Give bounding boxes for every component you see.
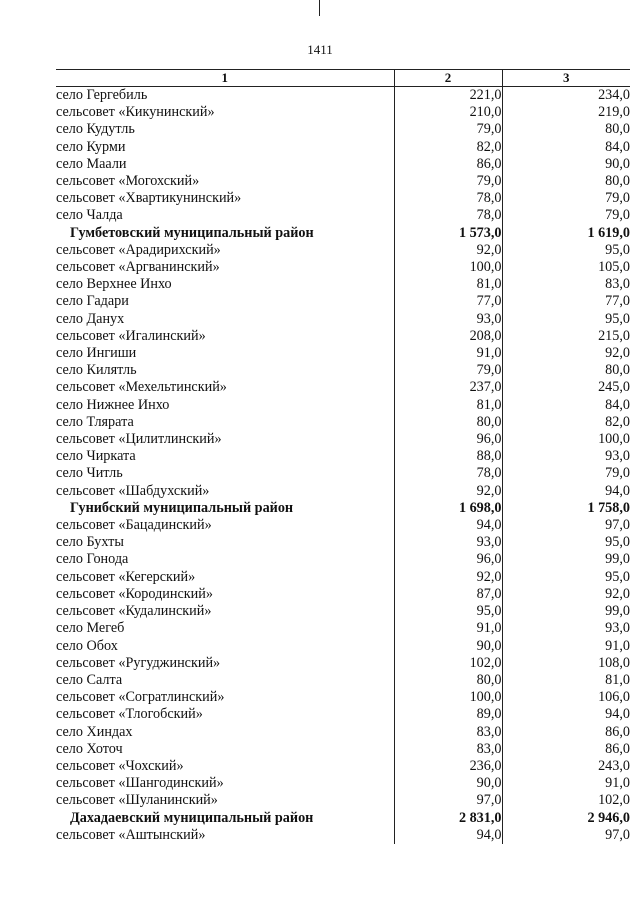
table-row xyxy=(56,379,630,396)
table-row xyxy=(56,121,630,138)
row-value-col2: 208,0 xyxy=(394,328,502,345)
row-name-cell: село Обох xyxy=(56,637,118,654)
table-row xyxy=(56,534,630,551)
row-name-cell: село Чирката xyxy=(56,448,136,465)
row-name-cell: сельсовет «Чохский» xyxy=(56,757,184,774)
row-value-col3: 79,0 xyxy=(502,207,630,224)
row-name-cell: село Верхнее Инхо xyxy=(56,276,172,293)
row-value-col3: 80,0 xyxy=(502,173,630,190)
row-name-cell: сельсовет «Хвартикунинский» xyxy=(56,190,242,207)
row-value-col3: 219,0 xyxy=(502,104,630,121)
row-value-col3: 81,0 xyxy=(502,672,630,689)
row-value-col2: 83,0 xyxy=(394,741,502,758)
row-name-cell: Гунибский муниципальный район xyxy=(70,499,294,516)
row-value-col2: 91,0 xyxy=(394,345,502,362)
district-row xyxy=(56,225,630,242)
row-value-col3: 100,0 xyxy=(502,431,630,448)
row-value-col3: 82,0 xyxy=(502,414,630,431)
row-value-col3: 92,0 xyxy=(502,345,630,362)
row-value-col2: 81,0 xyxy=(394,276,502,293)
table-row xyxy=(56,293,630,310)
row-value-col3: 2 946,0 xyxy=(502,810,630,827)
row-value-col3: 83,0 xyxy=(502,276,630,293)
row-value-col3: 99,0 xyxy=(502,603,630,620)
page-number: 1411 xyxy=(307,42,333,57)
row-value-col2: 80,0 xyxy=(394,414,502,431)
table-row xyxy=(56,173,630,190)
row-name-cell: сельсовет «Цилитлинский» xyxy=(56,431,222,448)
row-name-cell: село Килятль xyxy=(56,362,137,379)
row-value-col2: 90,0 xyxy=(394,775,502,792)
row-value-col2: 78,0 xyxy=(394,465,502,482)
row-value-col3: 86,0 xyxy=(502,724,630,741)
row-value-col3: 94,0 xyxy=(502,706,630,723)
table-row xyxy=(56,741,630,758)
row-value-col2: 210,0 xyxy=(394,104,502,121)
row-name-cell: сельсовет «Могохский» xyxy=(56,173,200,190)
table-row xyxy=(56,242,630,259)
header-col-1: 1 xyxy=(56,70,394,87)
row-value-col2: 236,0 xyxy=(394,758,502,775)
row-value-col3: 97,0 xyxy=(502,517,630,534)
row-name-cell: село Нижнее Инхо xyxy=(56,396,170,413)
row-name-cell: село Чалда xyxy=(56,207,123,224)
table-row xyxy=(56,104,630,121)
row-value-col3: 108,0 xyxy=(502,655,630,672)
row-value-col2: 1 698,0 xyxy=(394,500,502,517)
table-row xyxy=(56,517,630,534)
table-row xyxy=(56,397,630,414)
table-row xyxy=(56,276,630,293)
table-row xyxy=(56,311,630,328)
row-name-cell: сельсовет «Кегерский» xyxy=(56,568,196,585)
row-value-col3: 86,0 xyxy=(502,741,630,758)
row-value-col2: 102,0 xyxy=(394,655,502,672)
row-value-col3: 91,0 xyxy=(502,638,630,655)
row-value-col2: 92,0 xyxy=(394,242,502,259)
row-value-col3: 77,0 xyxy=(502,293,630,310)
row-name-cell: село Ингиши xyxy=(56,345,137,362)
row-value-col3: 94,0 xyxy=(502,483,630,500)
row-value-col2: 90,0 xyxy=(394,638,502,655)
row-value-col3: 93,0 xyxy=(502,448,630,465)
row-name-cell: село Салта xyxy=(56,671,123,688)
row-value-col3: 91,0 xyxy=(502,775,630,792)
row-value-col2: 86,0 xyxy=(394,156,502,173)
row-name-cell: сельсовет «Тлогобский» xyxy=(56,706,203,723)
table-row xyxy=(56,620,630,637)
district-row xyxy=(56,500,630,517)
row-value-col3: 234,0 xyxy=(502,87,630,105)
row-name-cell: сельсовет «Кудалинский» xyxy=(56,603,212,620)
row-value-col2: 93,0 xyxy=(394,311,502,328)
row-name-cell: сельсовет «Согратлинский» xyxy=(56,689,225,706)
district-row xyxy=(56,810,630,827)
row-value-col2: 83,0 xyxy=(394,724,502,741)
row-value-col2: 88,0 xyxy=(394,448,502,465)
row-value-col3: 245,0 xyxy=(502,379,630,396)
table-row xyxy=(56,638,630,655)
table-row xyxy=(56,706,630,723)
row-value-col2: 2 831,0 xyxy=(394,810,502,827)
row-name-cell: Гумбетовский муниципальный район xyxy=(70,224,314,241)
row-value-col3: 243,0 xyxy=(502,758,630,775)
table-row xyxy=(56,414,630,431)
row-value-col3: 84,0 xyxy=(502,139,630,156)
row-value-col2: 94,0 xyxy=(394,827,502,844)
row-name-cell: сельсовет «Арадирихский» xyxy=(56,241,221,258)
row-value-col3: 95,0 xyxy=(502,242,630,259)
row-value-col3: 105,0 xyxy=(502,259,630,276)
row-value-col2: 79,0 xyxy=(394,173,502,190)
table-row xyxy=(56,431,630,448)
row-value-col2: 97,0 xyxy=(394,792,502,809)
row-value-col2: 96,0 xyxy=(394,551,502,568)
row-value-col2: 100,0 xyxy=(394,689,502,706)
row-value-col2: 100,0 xyxy=(394,259,502,276)
row-value-col2: 89,0 xyxy=(394,706,502,723)
row-name-cell: сельсовет «Кикунинский» xyxy=(56,104,215,121)
table-row xyxy=(56,551,630,568)
row-value-col2: 79,0 xyxy=(394,362,502,379)
row-name-cell: сельсовет «Аргванинский» xyxy=(56,259,220,276)
row-name-cell: село Тлярата xyxy=(56,413,134,430)
row-value-col3: 1 758,0 xyxy=(502,500,630,517)
row-name-cell: сельсовет «Шуланинский» xyxy=(56,792,218,809)
header-col-2: 2 xyxy=(394,70,502,87)
row-value-col2: 82,0 xyxy=(394,139,502,156)
table-row xyxy=(56,345,630,362)
row-value-col2: 81,0 xyxy=(394,397,502,414)
table-row xyxy=(56,465,630,482)
table-row xyxy=(56,775,630,792)
row-name-cell: сельсовет «Игалинский» xyxy=(56,327,206,344)
row-value-col3: 79,0 xyxy=(502,190,630,207)
row-name-cell: сельсовет «Мехельтинский» xyxy=(56,379,227,396)
table-row xyxy=(56,586,630,603)
row-value-col2: 87,0 xyxy=(394,586,502,603)
row-value-col3: 80,0 xyxy=(502,362,630,379)
row-name-cell: село Хоточ xyxy=(56,740,123,757)
row-name-cell: село Читль xyxy=(56,465,123,482)
header-col-3: 3 xyxy=(502,70,630,87)
table-row xyxy=(56,190,630,207)
table-row xyxy=(56,689,630,706)
row-value-col3: 80,0 xyxy=(502,121,630,138)
table-row xyxy=(56,724,630,741)
table-row xyxy=(56,827,630,844)
table-row xyxy=(56,792,630,809)
row-value-col2: 80,0 xyxy=(394,672,502,689)
table-row xyxy=(56,156,630,173)
row-name-cell: село Гадари xyxy=(56,293,129,310)
row-name-cell: село Мегеб xyxy=(56,620,125,637)
table-row xyxy=(56,139,630,156)
row-value-col3: 95,0 xyxy=(502,311,630,328)
table-row xyxy=(56,362,630,379)
row-value-col2: 92,0 xyxy=(394,569,502,586)
table-row xyxy=(56,207,630,224)
row-value-col3: 79,0 xyxy=(502,465,630,482)
row-name-cell: сельсовет «Бацадинский» xyxy=(56,517,212,534)
row-value-col2: 1 573,0 xyxy=(394,225,502,242)
row-value-col3: 215,0 xyxy=(502,328,630,345)
row-name-cell: село Курми xyxy=(56,138,126,155)
table-row xyxy=(56,672,630,689)
table-row xyxy=(56,569,630,586)
table-row xyxy=(56,655,630,672)
row-value-col3: 95,0 xyxy=(502,534,630,551)
row-name-cell: село Маали xyxy=(56,155,127,172)
row-name-cell: село Гонода xyxy=(56,551,129,568)
row-name-cell: село Кудутль xyxy=(56,121,135,138)
table-row xyxy=(56,259,630,276)
row-value-col3: 102,0 xyxy=(502,792,630,809)
row-value-col3: 1 619,0 xyxy=(502,225,630,242)
row-name-cell: сельсовет «Шангодинский» xyxy=(56,775,224,792)
table-row xyxy=(56,483,630,500)
top-edge-mark xyxy=(319,0,320,16)
row-value-col2: 96,0 xyxy=(394,431,502,448)
row-value-col2: 221,0 xyxy=(394,87,502,105)
table-row xyxy=(56,328,630,345)
row-name-cell: сельсовет «Кородинский» xyxy=(56,585,213,602)
row-value-col2: 92,0 xyxy=(394,483,502,500)
row-name-cell: сельсовет «Аштынский» xyxy=(56,826,206,843)
row-value-col3: 93,0 xyxy=(502,620,630,637)
row-value-col2: 79,0 xyxy=(394,121,502,138)
table-row xyxy=(56,758,630,775)
row-value-col2: 237,0 xyxy=(394,379,502,396)
row-value-col2: 93,0 xyxy=(394,534,502,551)
row-name-cell: село Бухты xyxy=(56,534,124,551)
table-row xyxy=(56,87,630,105)
row-value-col2: 91,0 xyxy=(394,620,502,637)
row-name-cell: Дахадаевский муниципальный район xyxy=(70,809,314,826)
row-name-cell: сельсовет «Ругуджинский» xyxy=(56,654,221,671)
row-value-col3: 90,0 xyxy=(502,156,630,173)
row-name-cell: село Хиндах xyxy=(56,723,133,740)
row-value-col3: 95,0 xyxy=(502,569,630,586)
row-value-col2: 78,0 xyxy=(394,207,502,224)
row-name-cell: село Гергебиль xyxy=(56,87,148,103)
data-table xyxy=(56,69,630,844)
row-value-col3: 99,0 xyxy=(502,551,630,568)
row-value-col2: 77,0 xyxy=(394,293,502,310)
table-body xyxy=(56,87,630,844)
row-value-col3: 97,0 xyxy=(502,827,630,844)
row-value-col3: 106,0 xyxy=(502,689,630,706)
row-value-col3: 92,0 xyxy=(502,586,630,603)
row-value-col2: 78,0 xyxy=(394,190,502,207)
row-name-cell: сельсовет «Шабдухский» xyxy=(56,482,210,499)
table-row xyxy=(56,448,630,465)
table-row xyxy=(56,603,630,620)
row-value-col2: 94,0 xyxy=(394,517,502,534)
row-value-col3: 84,0 xyxy=(502,397,630,414)
row-name-cell: село Данух xyxy=(56,310,125,327)
header-row xyxy=(56,70,630,87)
row-value-col2: 95,0 xyxy=(394,603,502,620)
